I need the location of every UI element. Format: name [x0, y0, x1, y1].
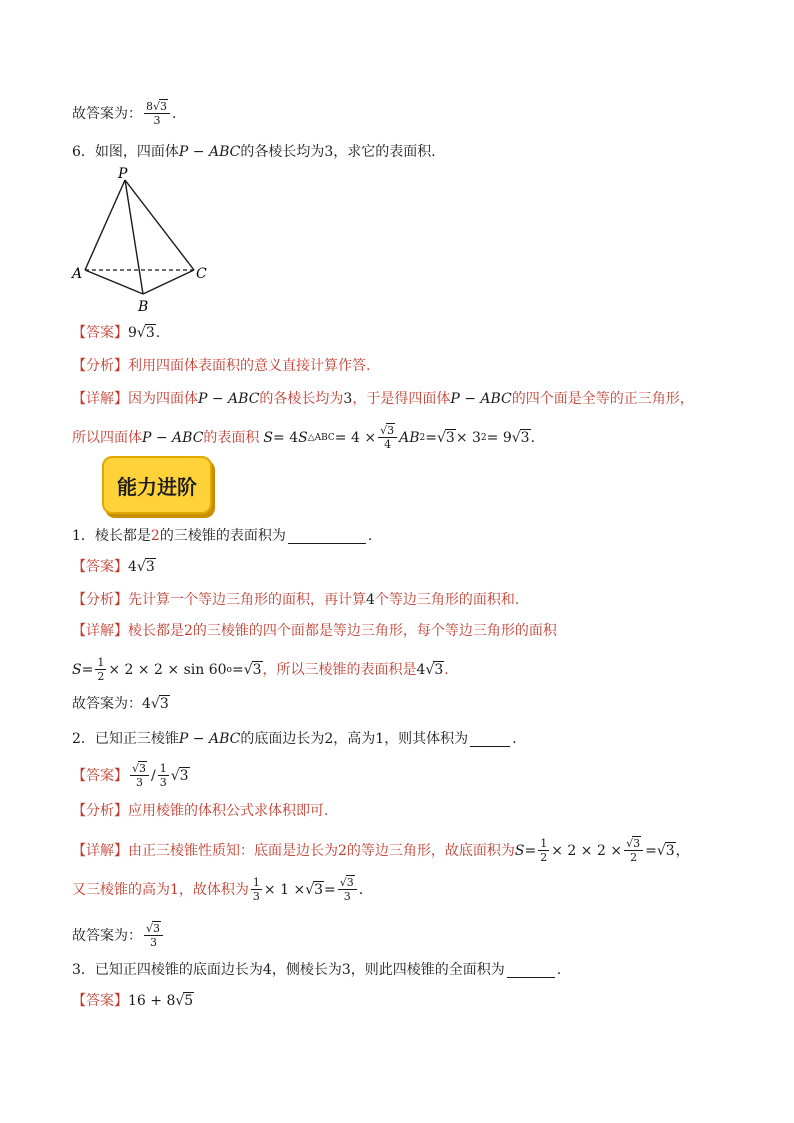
q1-formula: S = $\frac{1}{2}$ × 2 × 2 × sin 60 o = √3 ，所以三棱锥的表面积是 4 √3 .: [72, 656, 449, 683]
fraction: $\frac{1}{2}$: [540, 837, 548, 864]
q6-detail-line2: 所以四面体 P − ABC 的表面积 S = 4 S △ABC = 4 × $\frac{√3}{4}$ AB 2 = √3 × 3 2 = 9 √3 .: [72, 424, 536, 451]
answer-blank: [288, 529, 366, 544]
answer-blank: [470, 732, 510, 747]
vertex-label-c: C: [196, 266, 207, 282]
edge-bc: [143, 270, 194, 294]
vertex-label-b: B: [138, 299, 149, 315]
q1-detail: 【详解】 棱长都是 2 的三棱锥的四个面都是等边三角形，每个等边三角形的面积: [72, 623, 557, 639]
q6-answer: 【答案】 9 √3 .: [72, 325, 161, 341]
q2-detail-line1: 【详解】 由正三棱锥性质知：底面是边长为 2 的等边三角形，故底面积为 S = $\frac{1}{2}$ × 2 × 2 × $\frac{√3}{2}$ = √3 ，: [72, 837, 690, 864]
fraction: $\frac{1}{3}$: [252, 876, 260, 903]
edge-pc: [125, 180, 194, 270]
q1-analysis: 【分析】 先计算一个等边三角形的面积，再计算 4 个等边三角形的面积和.: [72, 592, 520, 608]
tetrahedron-figure: [68, 166, 228, 316]
q2-analysis: 【分析】 应用棱锥的体积公式求体积即可.: [72, 803, 329, 819]
fraction: $\frac{√3}{4}$: [378, 424, 397, 451]
fraction: $\frac{1}{2}$: [97, 656, 105, 683]
vertex-label-p: P: [118, 166, 128, 182]
fraction: $\frac{√3}{3}$: [338, 876, 357, 903]
fraction: $\frac{√3}{2}$: [624, 837, 643, 864]
edge-pb: [125, 180, 143, 294]
section-badge: 能力进阶: [102, 456, 212, 514]
fraction: $\frac{√3}{3}$: [130, 762, 149, 789]
question-1: 1．棱长都是 2 的三棱锥的表面积为 .: [72, 528, 373, 544]
q2-detail-line2: 又三棱锥的高为 1 ，故体积为 $\frac{1}{3}$ × 1 × √3 = $\frac{√3}{3}$ .: [72, 876, 364, 903]
edge-pa: [85, 180, 125, 270]
q2-answer: 【答案】 $\frac{√3}{3}$ / $\frac{1}{3}$ √3: [72, 762, 189, 789]
question-2: 2．已知正三棱锥 P − ABC 的底面边长为 2 ，高为 1 ，则其体积为 ．: [72, 731, 527, 747]
edge-ab: [85, 270, 143, 294]
final-answer-label: 故答案为：: [72, 105, 142, 122]
q6-detail-line1: 【详解】 因为四面体 P − ABC 的各棱长均为 3 ，于是得四面体 P − ABC 的四个面是全等的正三角形，: [72, 391, 694, 407]
answer-blank: [507, 963, 555, 978]
prev-final-answer: 故答案为： $\frac{8√3}{3}$ .: [72, 100, 177, 127]
q2-final-answer: 故答案为： $\frac{√3}{3}$: [72, 922, 165, 949]
question-6: 6．如图，四面体 P − ABC 的各棱长均为 3 ，求它的表面积．: [72, 144, 446, 160]
fraction: $\frac{1}{3}$: [159, 762, 167, 789]
q3-answer: 【答案】 16 + 8 √5: [72, 993, 194, 1009]
q6-analysis: 【分析】 利用四面体表面积的意义直接计算作答.: [72, 358, 371, 374]
vertex-label-a: A: [72, 266, 83, 282]
fraction: $\frac{√3}{3}$: [144, 922, 163, 949]
question-3: 3．已知正四棱锥的底面边长为 4 ，侧棱长为 3 ，则此四棱锥的全面积为 .: [72, 962, 562, 978]
q1-answer: 【答案】 4 √3: [72, 559, 155, 575]
fraction: $\frac{8√3}{3}$: [144, 100, 170, 127]
q1-final-answer: 故答案为： 4 √3: [72, 696, 169, 712]
